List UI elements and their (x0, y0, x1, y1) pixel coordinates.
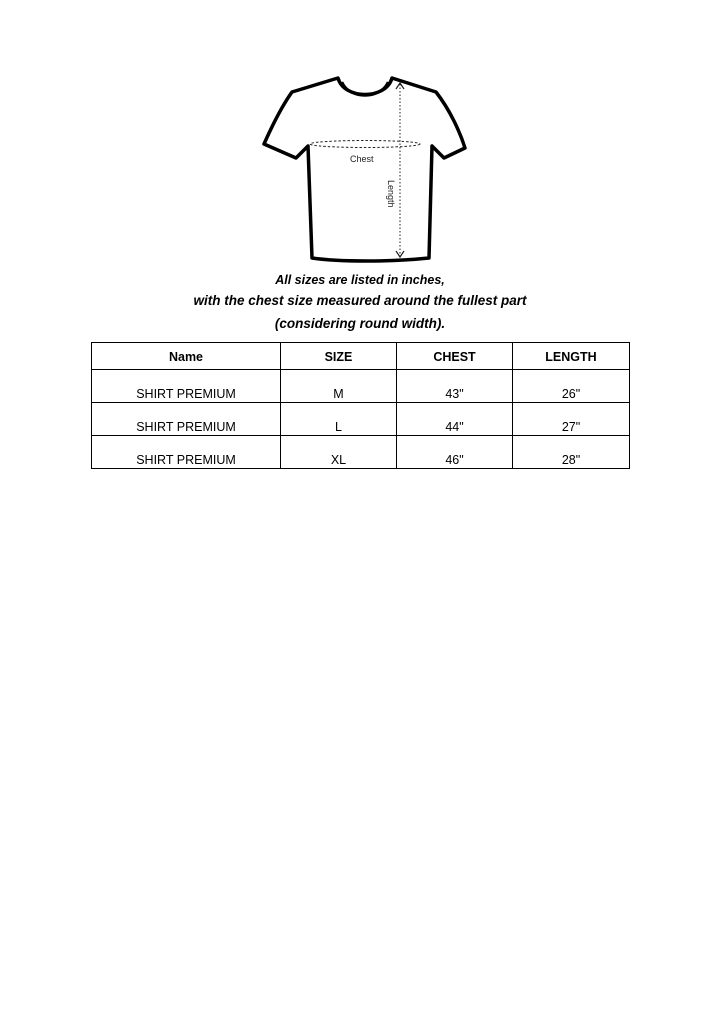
header-size: SIZE (281, 343, 397, 370)
chest-label: Chest (350, 154, 374, 164)
size-note-line-3: (considering round width). (274, 316, 446, 331)
size-note-line-2: with the chest size measured around the fullest part (193, 293, 527, 308)
cell-chest: 43" (397, 370, 513, 403)
table-header-row (92, 343, 630, 370)
cell-length: 27" (513, 403, 630, 436)
cell-size: L (281, 403, 397, 436)
cell-name: SHIRT PREMIUM (92, 436, 281, 469)
cell-name: SHIRT PREMIUM (92, 403, 281, 436)
table-row (92, 403, 630, 436)
cell-size: XL (281, 436, 397, 469)
cell-length: 26" (513, 370, 630, 403)
cell-size: M (281, 370, 397, 403)
tshirt-outline-icon (260, 70, 470, 266)
table-row (92, 436, 630, 469)
tshirt-measurement-diagram (260, 70, 470, 266)
header-name: Name (92, 343, 281, 370)
table-row (92, 370, 630, 403)
cell-chest: 44" (397, 403, 513, 436)
header-chest: CHEST (397, 343, 513, 370)
cell-chest: 46" (397, 436, 513, 469)
header-length: LENGTH (513, 343, 630, 370)
cell-length: 28" (513, 436, 630, 469)
size-chart-table (91, 342, 630, 469)
length-label: Length (386, 180, 396, 208)
size-note-line-1: All sizes are listed in inches, (275, 273, 445, 287)
cell-name: SHIRT PREMIUM (92, 370, 281, 403)
